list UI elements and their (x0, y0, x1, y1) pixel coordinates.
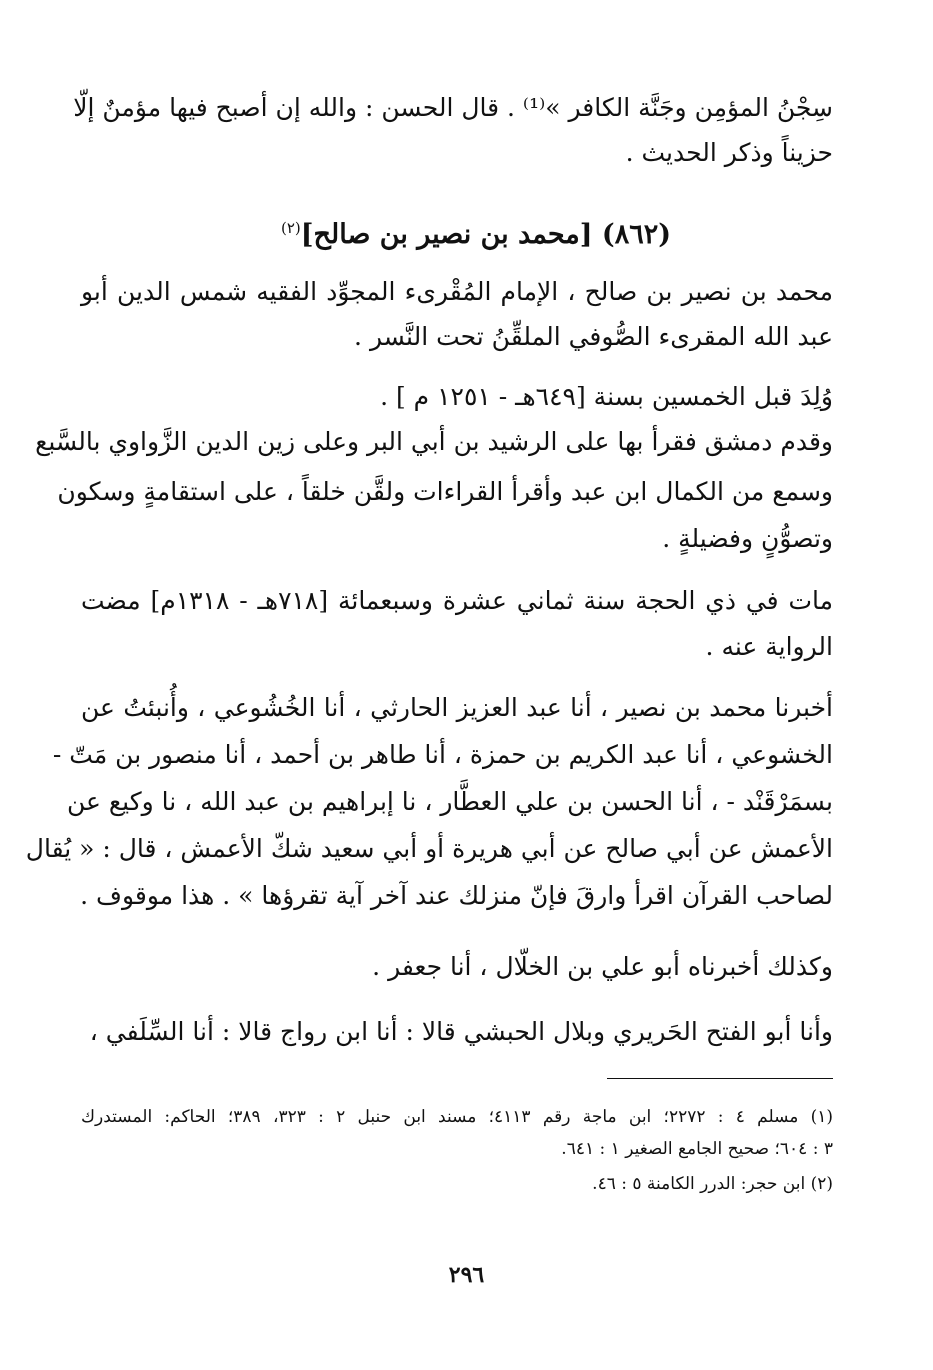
text-line: أخبرنا محمد بن نصير ، أنا عبد العزيز الحارثي ، أنا الخُشُوعي ، وأُنبئتُ عن (81, 693, 833, 722)
text-line: وُلِدَ قبل الخمسين بسنة [٦٤٩هـ - ١٢٥١ م ] . (380, 382, 833, 411)
heading-footnote-ref: (٢) (281, 219, 301, 237)
text-line: الرواية عنه . (705, 632, 833, 661)
text-line: مات في ذي الحجة سنة ثماني عشرة وسبعمائة [٧١٨هـ - ١٣١٨م] مضت (81, 586, 833, 615)
footnote-divider (607, 1078, 833, 1079)
heading-text: (٨٦٢) [محمد بن نصير بن صالح] (300, 219, 671, 250)
text-line: الأعمش عن أبي صالح عن أبي هريرة أو أبي سعيد شكّ الأعمش ، قال : « يُقال (25, 834, 833, 863)
text-line: بسمَرْقَنْد - ، أنا الحسن بن علي العطَّار ، نا إبراهيم بن عبد الله ، نا وكيع عن (66, 787, 833, 816)
page-number: ٢٩٦ (448, 1262, 485, 1288)
footnote-line: ٣ : ٦٠٤؛ صحيح الجامع الصغير ١ : ٦٤١. (561, 1139, 833, 1159)
text-line: وسمع من الكمال ابن عبد وأقرأ القراءات ولقَّن خلقاً ، على استقامةٍ وسكون (57, 477, 833, 506)
text-line: الخشوعي ، أنا عبد الكريم بن حمزة ، أنا طاهر بن أحمد ، أنا منصور بن مَتّ - (52, 740, 833, 769)
footnote-line: (١) مسلم ٤ : ٢٢٧٢؛ ابن ماجة رقم ٤١١٣؛ مسند ابن حنبل ٢ : ٣٢٣، ٣٨٩؛ الحاكم: المستدرك (81, 1107, 834, 1127)
text-line: عبد الله المقرىء الصُّوفي الملقِّنُ تحت النَّسر . (354, 322, 833, 351)
text-line: وأنا أبو الفتح الحَريري وبلال الحبشي قالا : أنا ابن رواج قالا : أنا السِّلَفي ، (89, 1017, 833, 1046)
text-line: محمد بن نصير بن صالح ، الإمام المُقْرىء المجوِّد الفقيه شمس الدين أبو (81, 277, 833, 306)
text-line: حزيناً وذكر الحديث . (625, 138, 833, 167)
text-line: لصاحب القرآن اقرأ وارقَ فإنّ منزلك عند آخر آية تقرؤها » . هذا موقوف . (80, 881, 833, 910)
footnote-line: (٢) ابن حجر: الدرر الكامنة ٥ : ٤٦. (592, 1174, 833, 1194)
text-line: وقدم دمشق فقرأ بها على الرشيد بن أبي البر وعلى زين الدين الزَّواوي بالسَّبع (35, 427, 833, 456)
text-line: وكذلك أخبرناه أبو علي بن الخلّال ، أنا جعفر . (372, 952, 833, 981)
text-line: سِجْنُ المؤمِن وجَنَّة الكافر »⁽¹⁾ . قال الحسن : والله إن أصبح فيها مؤمنٌ إلّا (73, 93, 833, 122)
section-heading (100, 206, 852, 257)
text-line: وتصوُّنٍ وفضيلةٍ . (662, 524, 833, 553)
